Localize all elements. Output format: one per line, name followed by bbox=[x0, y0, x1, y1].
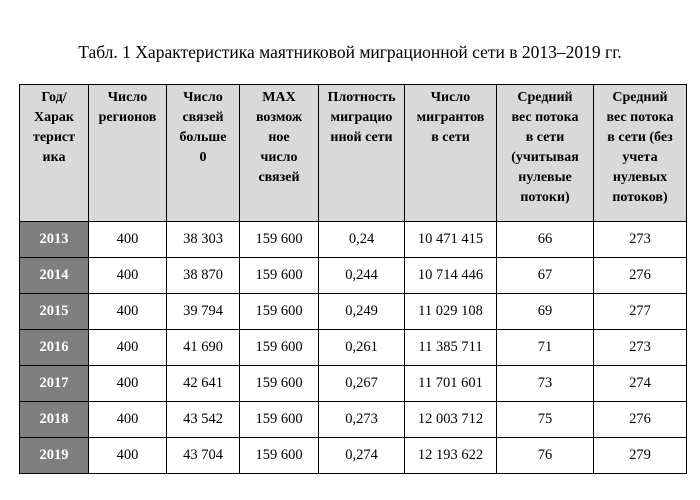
table-row bbox=[20, 258, 687, 294]
cell-regions: 400 bbox=[89, 222, 167, 258]
header-migrants: Число мигрантов в сети bbox=[405, 85, 497, 222]
cell-year: 2019 bbox=[20, 438, 89, 474]
cell-year: 2013 bbox=[20, 222, 89, 258]
cell-avg-no-zero: 279 bbox=[594, 438, 687, 474]
cell-max-links: 159 600 bbox=[240, 366, 319, 402]
cell-links: 43 542 bbox=[167, 402, 240, 438]
cell-density: 0,261 bbox=[319, 330, 405, 366]
header-links: Число связей больше 0 bbox=[167, 85, 240, 222]
cell-max-links: 159 600 bbox=[240, 330, 319, 366]
cell-max-links: 159 600 bbox=[240, 438, 319, 474]
table-row bbox=[20, 402, 687, 438]
cell-density: 0,249 bbox=[319, 294, 405, 330]
cell-avg-no-zero: 276 bbox=[594, 258, 687, 294]
migration-network-table bbox=[19, 84, 687, 474]
cell-year: 2016 bbox=[20, 330, 89, 366]
header-avg-no-zero: Средний вес потока в сети (без учета нулевых потоков) bbox=[594, 85, 687, 222]
cell-migrants: 10 714 446 bbox=[405, 258, 497, 294]
cell-density: 0,267 bbox=[319, 366, 405, 402]
table-row bbox=[20, 438, 687, 474]
cell-avg-no-zero: 273 bbox=[594, 222, 687, 258]
cell-links: 41 690 bbox=[167, 330, 240, 366]
cell-year: 2014 bbox=[20, 258, 89, 294]
cell-avg-with-zero: 66 bbox=[497, 222, 594, 258]
cell-avg-no-zero: 273 bbox=[594, 330, 687, 366]
cell-density: 0,24 bbox=[319, 222, 405, 258]
table-row bbox=[20, 294, 687, 330]
cell-links: 38 870 bbox=[167, 258, 240, 294]
cell-regions: 400 bbox=[89, 294, 167, 330]
cell-density: 0,273 bbox=[319, 402, 405, 438]
cell-links: 42 641 bbox=[167, 366, 240, 402]
cell-links: 39 794 bbox=[167, 294, 240, 330]
cell-max-links: 159 600 bbox=[240, 258, 319, 294]
cell-avg-no-zero: 276 bbox=[594, 402, 687, 438]
cell-regions: 400 bbox=[89, 258, 167, 294]
cell-migrants: 11 385 711 bbox=[405, 330, 497, 366]
table-row bbox=[20, 222, 687, 258]
cell-migrants: 11 029 108 bbox=[405, 294, 497, 330]
cell-max-links: 159 600 bbox=[240, 294, 319, 330]
cell-avg-with-zero: 69 bbox=[497, 294, 594, 330]
cell-avg-with-zero: 67 bbox=[497, 258, 594, 294]
header-regions: Число регионов bbox=[89, 85, 167, 222]
cell-avg-with-zero: 76 bbox=[497, 438, 594, 474]
cell-migrants: 12 003 712 bbox=[405, 402, 497, 438]
cell-regions: 400 bbox=[89, 438, 167, 474]
header-density: Плотность миграцио нной сети bbox=[319, 85, 405, 222]
header-max-links: MAX возмож ное число связей bbox=[240, 85, 319, 222]
cell-avg-with-zero: 75 bbox=[497, 402, 594, 438]
table-body bbox=[20, 222, 687, 474]
cell-avg-with-zero: 73 bbox=[497, 366, 594, 402]
header-year: Год/ Харак терист ика bbox=[20, 85, 89, 222]
table-row bbox=[20, 366, 687, 402]
cell-max-links: 159 600 bbox=[240, 402, 319, 438]
cell-regions: 400 bbox=[89, 330, 167, 366]
header-row bbox=[20, 85, 687, 222]
cell-year: 2018 bbox=[20, 402, 89, 438]
cell-density: 0,244 bbox=[319, 258, 405, 294]
cell-migrants: 12 193 622 bbox=[405, 438, 497, 474]
cell-regions: 400 bbox=[89, 366, 167, 402]
cell-links: 38 303 bbox=[167, 222, 240, 258]
table-row bbox=[20, 330, 687, 366]
table-caption: Табл. 1 Характеристика маятниковой миграционной сети в 2013–2019 гг. bbox=[78, 42, 622, 62]
cell-migrants: 10 471 415 bbox=[405, 222, 497, 258]
cell-avg-with-zero: 71 bbox=[497, 330, 594, 366]
cell-migrants: 11 701 601 bbox=[405, 366, 497, 402]
cell-max-links: 159 600 bbox=[240, 222, 319, 258]
header-avg-with-zero: Средний вес потока в сети (учитывая нулевые потоки) bbox=[497, 85, 594, 222]
cell-year: 2015 bbox=[20, 294, 89, 330]
cell-density: 0,274 bbox=[319, 438, 405, 474]
cell-avg-no-zero: 277 bbox=[594, 294, 687, 330]
cell-regions: 400 bbox=[89, 402, 167, 438]
cell-links: 43 704 bbox=[167, 438, 240, 474]
cell-avg-no-zero: 274 bbox=[594, 366, 687, 402]
cell-year: 2017 bbox=[20, 366, 89, 402]
